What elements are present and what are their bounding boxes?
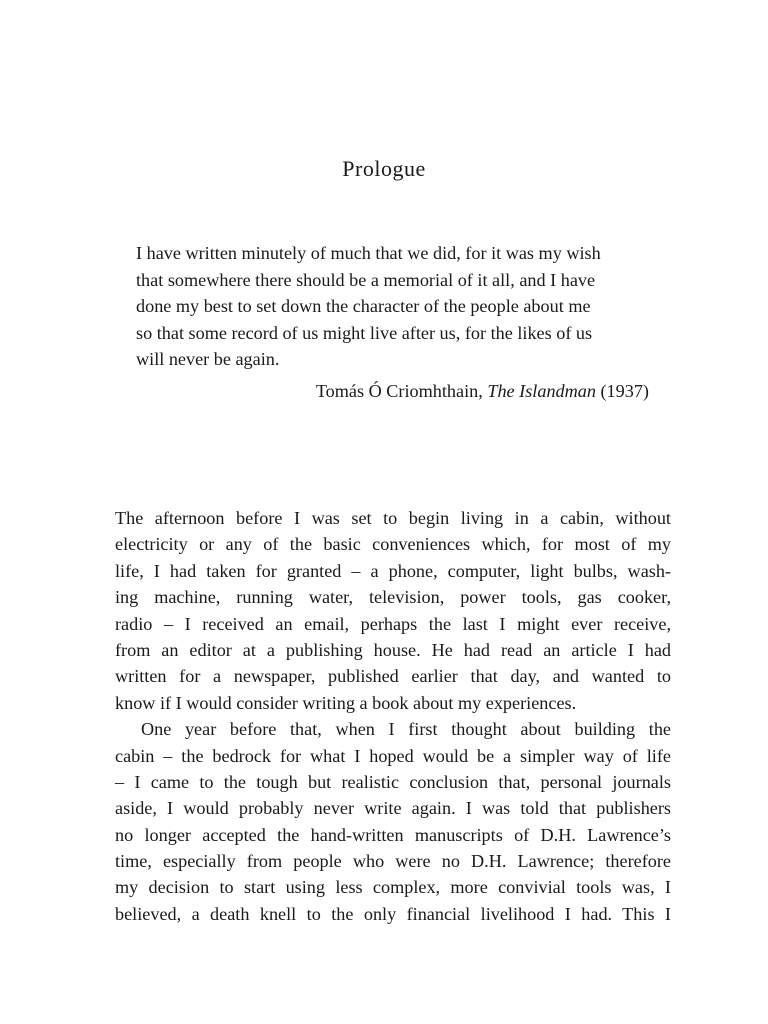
text-line: my decision to start using less complex, more convivial tools was, I [115,877,671,898]
epigraph-line [136,240,650,267]
text-line: from an editor at a publishing house. He had read an article I had [115,639,671,660]
text-line: One year before that, when I first thought about building the [141,719,671,740]
epigraph-line [136,346,650,373]
epigraph-line-text: that somewhere there should be a memorial of it all, and I have [136,269,596,290]
text-line: life, I had taken for granted – a phone, computer, light bulbs, wash- [115,560,671,581]
epigraph-line-text: I have written minutely of much that we did, for it was my wish [136,243,601,263]
text-line: ing machine, running water, television, power tools, gas cooker, [115,587,671,608]
text-line: no longer accepted the hand-written manuscripts of D.H. Lawrence’s [115,824,671,845]
paragraph-2 [115,716,671,927]
text-line: The afternoon before I was set to begin living in a cabin, without [115,508,671,528]
text-line: written for a newspaper, published earlier that day, and wanted to [115,666,671,687]
epigraph-line [136,267,650,294]
epigraph-line-text: will never be again. [136,349,280,369]
text-line: time, especially from people who were no D.H. Lawrence; therefore [115,851,671,872]
chapter-title: Prologue [342,156,426,181]
body-text [115,505,671,927]
epigraph-line [136,320,650,347]
text-line: aside, I would probably never write again. I was told that publishers [115,798,671,819]
epigraph-line-text: done my best to set down the character of the people about me [136,296,591,316]
epigraph-line-text: so that some record of us might live after us, for the likes of us [136,322,593,343]
text-line: electricity or any of the basic conveniences which, for most of my [115,534,671,555]
epigraph [136,240,650,373]
text-line: know if I would consider writing a book about my experiences. [115,692,577,713]
attribution-book-title: The Islandman [487,381,596,401]
text-line: believed, a death knell to the only financial livelihood I had. This I [115,903,671,924]
attribution-year: (1937) [600,381,649,401]
text-line: cabin – the bedrock for what I hoped would be a simpler way of life [115,745,671,766]
epigraph-attribution [316,381,649,402]
paragraph-1 [115,505,671,716]
epigraph-line [136,293,650,320]
text-line: radio – I received an email, perhaps the last I might ever receive, [115,613,671,634]
text-line: – I came to the tough but realistic conclusion that, personal journals [115,771,671,792]
epigraph-quote [136,240,650,373]
attribution-author: Tomás Ó Criomhthain, [315,381,483,401]
